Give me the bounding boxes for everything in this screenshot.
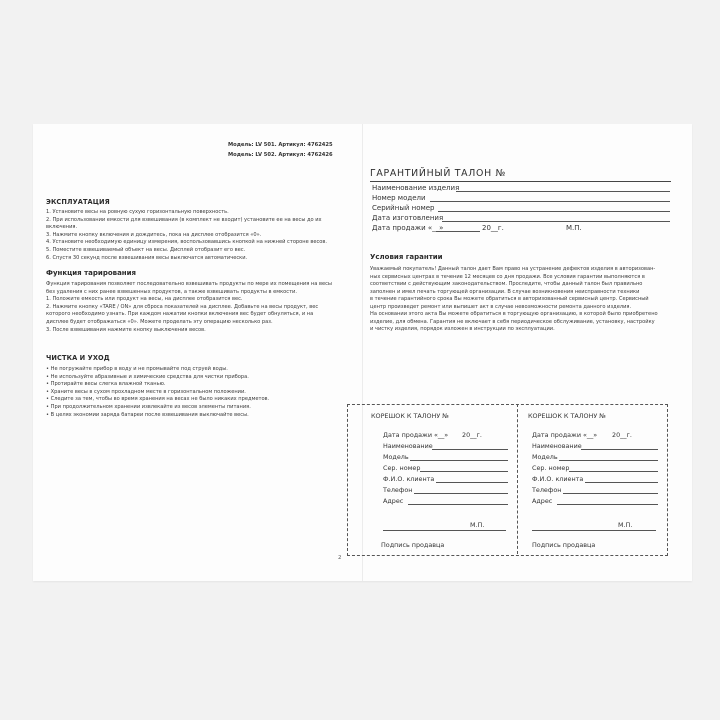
coupon1-stamp: М.П. xyxy=(470,521,485,529)
sale-date-month-line xyxy=(436,231,480,232)
text-line: заполнен и имел печать торгующей организации. В случае возникновения неисправности техники xyxy=(370,288,640,295)
coupon1-field-name: Наименование xyxy=(383,442,433,450)
coupon2-field-client-line xyxy=(585,482,658,483)
coupon1-field-name-line xyxy=(432,449,508,450)
operation-text xyxy=(46,209,327,262)
coupon1-field-client: Ф.И.О. клиента xyxy=(383,475,435,483)
list-item: • Не погружайте прибор в воду и не промывайте под струей воды. xyxy=(46,366,228,372)
text-line: центр произведет ремонт или выпишет акт в случае невозможности ремонта данного изделия. xyxy=(370,303,632,310)
model-line-1: Модель: LV 501. Артикул: 4762425 xyxy=(228,142,333,148)
model-line-2: Модель: LV 502. Артикул: 4762426 xyxy=(228,152,333,158)
list-item: • Не используйте абразивные и химические средства для чистки прибора. xyxy=(46,373,249,380)
section-title-operation: ЭКСПЛУАТАЦИЯ xyxy=(46,198,110,206)
field-serial-line xyxy=(438,211,670,212)
title-underline xyxy=(370,181,671,182)
field-product-name-line xyxy=(456,191,670,192)
field-manufacture-date-line xyxy=(442,221,670,222)
coupon2-field-name: Наименование xyxy=(532,442,582,450)
list-item: • В целях экономии заряда батареи после взвешивания выключайте весы. xyxy=(46,411,249,418)
coupon2-signature-label: Подпись продавца xyxy=(532,541,596,549)
coupon2-field-model-line xyxy=(559,460,658,461)
coupon1-field-serial: Сер. номер xyxy=(383,464,421,472)
text-line: дисплее будет отображаться «0». Можете проделать эту операцию несколько раз. xyxy=(46,318,273,325)
text-line: 3. Нажмите кнопку включения и дождитесь, пока на дисплее отобразится «0». xyxy=(46,231,262,238)
coupon2-field-address: Адрес xyxy=(532,497,553,505)
coupon1-field-address-line xyxy=(408,504,508,505)
coupon1-field-phone-line xyxy=(414,493,508,494)
text-line: 2. При использовании емкости для взвешивания (в комплект не входит) установите ее на весы до их xyxy=(46,216,322,223)
coupon1-field-client-line xyxy=(436,482,508,483)
sale-date-label: Дата продажи «__» xyxy=(372,224,444,232)
coupon2-field-client: Ф.И.О. клиента xyxy=(532,475,584,483)
text-line: и чистку изделия, порядок изложен в инструкции по эксплуатации. xyxy=(370,326,555,332)
coupon2-field-phone: Телефон xyxy=(532,486,562,494)
text-line: без удаления с них ранее взвешенных продуктов, а также взвешивать продукты в емкости. xyxy=(46,288,297,295)
text-line: включения. xyxy=(46,224,78,231)
list-item: • Храните весы в сухом прохладном месте в горизонтальном положении. xyxy=(46,388,246,395)
text-line: 1. Установите весы на ровную сухую горизонтальную поверхность. xyxy=(46,209,229,215)
coupon1-year: 20__г. xyxy=(462,431,482,439)
text-line: 5. Поместите взвешиваемый объект на весы. Дисплей отобразит его вес. xyxy=(46,246,246,253)
tare-text xyxy=(46,281,332,334)
text-line: Уважаемый покупатель! Данный талон дает Вам право на устранение дефектов изделия в авторизован- xyxy=(370,266,656,272)
conditions-text xyxy=(370,266,671,334)
coupon1-field-phone: Телефон xyxy=(383,486,413,494)
text-line: 1. Положите емкость или продукт на весы, на дисплее отобразится вес. xyxy=(46,296,243,303)
list-item: • При продолжительном хранении извлекайте из весов элементы питания. xyxy=(46,403,251,410)
text-line: Функция тарирования позволяет последовательно взвешивать продукты по мере их помещения на весы xyxy=(46,281,332,287)
coupon2-title: КОРЕШОК К ТАЛОНУ № xyxy=(528,412,606,420)
coupon2-field-model: Модель xyxy=(532,453,558,461)
coupon1-field-model-line xyxy=(410,460,508,461)
coupon2-signature-line xyxy=(532,530,656,531)
list-item: • Протирайте весы слегка влажной тканью. xyxy=(46,381,166,388)
coupon1-field-address: Адрес xyxy=(383,497,404,505)
field-manufacture-date-label: Дата изготовления xyxy=(372,214,444,222)
warranty-title: ГАРАНТИЙНЫЙ ТАЛОН № xyxy=(370,168,506,179)
text-line: 3. После взвешивания нажмите кнопку выключения весов. xyxy=(46,326,206,333)
field-model-number-line xyxy=(430,201,670,202)
text-line: которого необходимо узнать. При каждом нажатии кнопки включения вес будет обнуляться, и на xyxy=(46,311,314,318)
text-line: в течение гарантийного срока Вы можете обратиться в авторизованный сервисный центр. Сервисный xyxy=(370,296,649,302)
page-number: 2 xyxy=(338,555,342,561)
coupon-divider xyxy=(517,404,518,554)
section-title-cleaning: ЧИСТКА И УХОД xyxy=(46,354,110,362)
text-line: На основании этого акта Вы можете обратиться в торгующую организацию, в которой было приобретено xyxy=(370,311,658,317)
coupon1-signature-line xyxy=(383,530,506,531)
text-line: 6. Спустя 30 секунд после взвешивания весы выключатся автоматически. xyxy=(46,254,248,261)
text-line: ных сервисных центрах в течение 12 месяцев со дня продажи. Все условия гарантии выполняются в xyxy=(370,273,645,280)
text-line: изделие, для обмена. Гарантия не включает в себя периодическое обслуживание, установку, настройку xyxy=(370,318,655,325)
text-line: 4. Установите необходимую единицу измерения, воспользовавшись кнопкой на нижней стороне весов. xyxy=(46,239,328,246)
coupon2-field-serial-line xyxy=(569,471,658,472)
list-item: • Следите за тем, чтобы во время хранения на весах не было никаких предметов. xyxy=(46,396,270,403)
cleaning-text xyxy=(46,366,269,419)
coupon2-field-serial: Сер. номер xyxy=(532,464,570,472)
coupon2-field-phone-line xyxy=(563,493,658,494)
text-line: соответствии с действующим законодательством. Проследите, чтобы данный талон был правильно xyxy=(370,281,643,287)
coupon2-year: 20__г. xyxy=(612,431,632,439)
stamp-label: М.П. xyxy=(566,224,582,232)
coupon1-field-model: Модель xyxy=(383,453,409,461)
coupon2-field-name-line xyxy=(581,449,658,450)
coupon1-date-label: Дата продажи «__» xyxy=(383,431,449,439)
coupon1-title: КОРЕШОК К ТАЛОНУ № xyxy=(371,412,449,420)
coupon1-field-serial-line xyxy=(420,471,508,472)
text-line: 2. Нажмите кнопку «TARE / ON» для сброса показателей на дисплее. Добавьте на весы продукт, вес xyxy=(46,303,319,310)
field-serial-label: Серийный номер xyxy=(372,204,435,212)
conditions-title: Условия гарантии xyxy=(370,253,443,261)
sale-date-year: 20__г. xyxy=(482,224,504,232)
field-product-name-label: Наименование изделия xyxy=(372,184,460,192)
section-title-tare: Функция тарирования xyxy=(46,269,137,277)
coupon2-field-address-line xyxy=(557,504,658,505)
coupon1-signature-label: Подпись продавца xyxy=(381,541,445,549)
coupon2-date-label: Дата продажи «__» xyxy=(532,431,598,439)
field-model-number-label: Номер модели xyxy=(372,194,426,202)
coupon2-stamp: М.П. xyxy=(618,521,633,529)
